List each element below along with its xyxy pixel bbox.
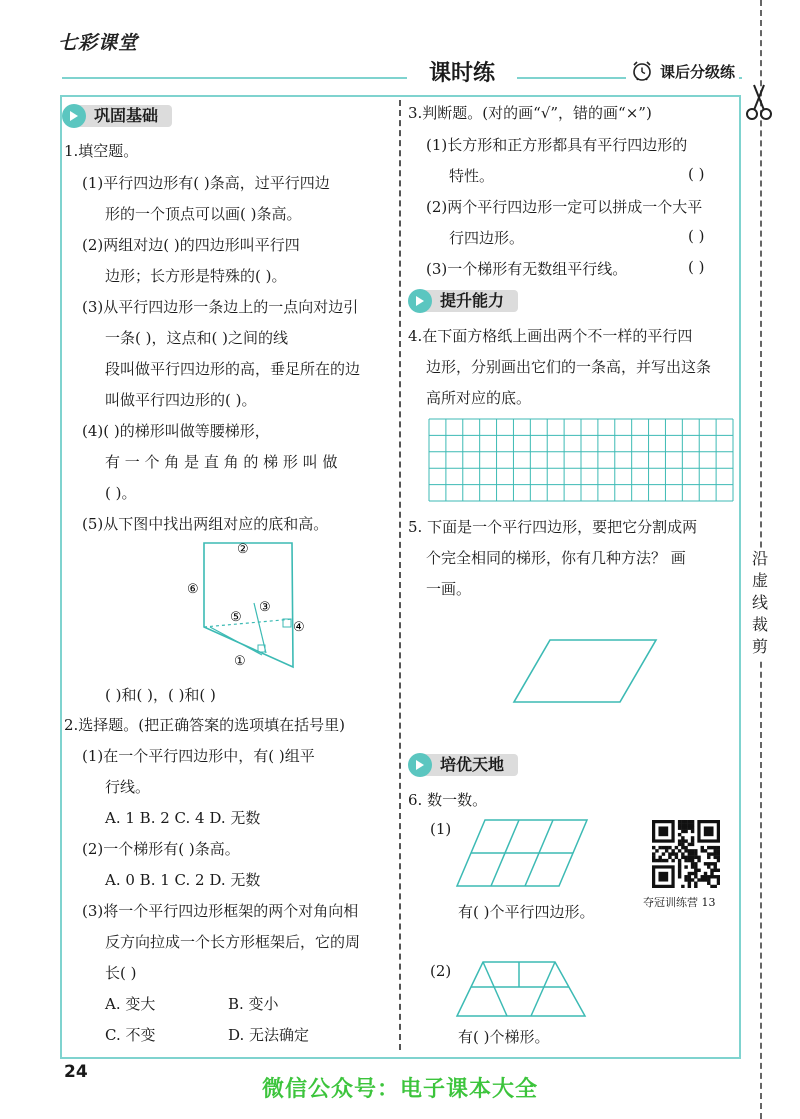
q6-parallelogram-grid (455, 818, 595, 888)
qr-module (717, 869, 720, 872)
section-improve (408, 288, 518, 314)
qr-module (694, 849, 697, 852)
qr-module (714, 856, 717, 859)
q5-line: 一画。 (426, 580, 472, 598)
q1-title: 1.填空题。 (64, 142, 139, 160)
play-icon (62, 104, 86, 128)
qr-module (678, 862, 681, 865)
q3-line: 特性。 (449, 167, 495, 185)
q6-part1-answer: 有( )个平行四边形。 (458, 903, 595, 921)
q1-line: 边形；长方形是特殊的( )。 (105, 267, 287, 285)
q1-line: 叫做平行四边形的( )。 (105, 391, 257, 409)
qr-module (684, 826, 687, 829)
q5-line: 个完全相同的梯形，你有几种方法？ 画 (426, 549, 686, 567)
figure-label: ⑥ (187, 582, 199, 597)
qr-module (678, 869, 681, 872)
qr-module (707, 865, 710, 868)
qr-module (665, 859, 668, 862)
qr-module (688, 849, 691, 852)
qr-module (710, 885, 713, 888)
qr-module (697, 869, 700, 872)
figure-label: ③ (259, 600, 271, 615)
qr-module (678, 833, 681, 836)
qr-module (662, 852, 665, 855)
qr-module (658, 856, 661, 859)
qr-module (668, 846, 671, 849)
qr-module (717, 852, 720, 855)
q3-blank: ( ) (688, 165, 705, 183)
q2-line: 行线。 (105, 778, 151, 796)
qr-module (678, 826, 681, 829)
qr-module (694, 875, 697, 878)
figure-label: ④ (293, 620, 305, 635)
qr-module (704, 849, 707, 852)
qr-module (710, 852, 713, 855)
grid-paper[interactable] (428, 418, 734, 502)
qr-module (694, 885, 697, 888)
qr-module (691, 862, 694, 865)
qr-module (714, 862, 717, 865)
qr-module (717, 846, 720, 849)
scissors-icon (744, 82, 774, 126)
qr-finder (704, 826, 714, 836)
q6-trapezoid-figure (455, 960, 605, 1018)
qr-module (710, 846, 713, 849)
qr-module (701, 846, 704, 849)
page-title: 课时练 (407, 56, 517, 86)
qr-finder (658, 872, 668, 882)
qr-module (684, 856, 687, 859)
qr-module (691, 839, 694, 842)
qr-module (691, 823, 694, 826)
section-advanced (408, 752, 518, 778)
q1-line: (5)从下图中找出两组对应的底和高。 (82, 515, 329, 533)
qr-module (678, 820, 681, 823)
section-basic (62, 103, 172, 129)
qr-module (665, 846, 668, 849)
qr-module (671, 859, 674, 862)
qr-module (681, 885, 684, 888)
qr-module (684, 865, 687, 868)
q3-line: (2)两个平行四边形一定可以拼成一个大平 (426, 198, 703, 216)
qr-module (681, 839, 684, 842)
qr-module (688, 820, 691, 823)
section-basic-label: 巩固基础 (76, 105, 172, 127)
qr-module (714, 849, 717, 852)
q2-option-c: C. 不变 (105, 1026, 156, 1044)
qr-module (694, 856, 697, 859)
practice-tag (626, 58, 739, 84)
qr-module (688, 859, 691, 862)
qr-module (668, 852, 671, 855)
qr-module (681, 843, 684, 846)
qr-module (688, 875, 691, 878)
qr-module (675, 852, 678, 855)
qr-module (678, 843, 681, 846)
q3-blank: ( ) (688, 258, 705, 276)
play-icon (408, 289, 432, 313)
qr-module (717, 882, 720, 885)
qr-module (707, 846, 710, 849)
qr-module (691, 836, 694, 839)
qr-module (678, 839, 681, 842)
q2-line: (1)在一个平行四边形中，有( )组平 (82, 747, 315, 765)
practice-label: 课后分级练 (660, 62, 736, 81)
q4-line: 高所对应的底。 (426, 389, 532, 407)
q2-line: 长( ) (105, 964, 137, 982)
qr-module (714, 885, 717, 888)
q1-line: ( )。 (105, 484, 137, 502)
qr-module (691, 849, 694, 852)
cut-label: 沿虚线裁剪 (748, 548, 772, 658)
qr-module (701, 849, 704, 852)
qr-module (714, 865, 717, 868)
qr-module (652, 852, 655, 855)
figure-label: ① (234, 654, 246, 669)
footer-text: 微信公众号：电子课本大全 (261, 1077, 538, 1102)
q6-title: 6. 数一数。 (408, 791, 488, 809)
qr-module (688, 882, 691, 885)
qr-module (688, 872, 691, 875)
q5-parallelogram (510, 638, 660, 704)
qr-module (684, 849, 687, 852)
qr-finder (658, 826, 668, 836)
qr-module (710, 875, 713, 878)
qr-module (684, 830, 687, 833)
qr-module (707, 875, 710, 878)
qr-module (691, 852, 694, 855)
play-icon (408, 753, 432, 777)
qr-module (684, 846, 687, 849)
q6-part1-label: (1) (430, 820, 452, 838)
qr-module (710, 869, 713, 872)
qr-module (688, 823, 691, 826)
qr-module (717, 875, 720, 878)
qr-module (707, 882, 710, 885)
qr-module (717, 878, 720, 881)
q3-line: (3)一个梯形有无数组平行线。 (426, 260, 628, 278)
qr-module (678, 872, 681, 875)
q4-line: 边形，分别画出它们的一条高，并写出这条 (426, 358, 712, 376)
qr-module (665, 849, 668, 852)
qr-module (655, 859, 658, 862)
qr-module (658, 859, 661, 862)
q2-title: 2.选择题。(把正确答案的选项填在括号里) (64, 716, 346, 734)
q2-options: A. 1 B. 2 C. 4 D. 无数 (105, 809, 261, 827)
figure-label: ② (237, 542, 249, 557)
qr-module (704, 878, 707, 881)
qr-module (684, 820, 687, 823)
qr-module (688, 852, 691, 855)
qr-module (652, 859, 655, 862)
q6-part2-label: (2) (430, 962, 452, 980)
brand-logo: 七彩课堂 (58, 32, 139, 54)
qr-module (681, 846, 684, 849)
qr-module (710, 862, 713, 865)
qr-module (681, 856, 684, 859)
qr-code[interactable] (652, 820, 720, 888)
qr-module (691, 830, 694, 833)
qr-module (678, 823, 681, 826)
q5-line: 5. 下面是一个平行四边形，要把它分割成两 (408, 518, 698, 536)
qr-module (701, 875, 704, 878)
q1-line: 有 一 个 角 是 直 角 的 梯 形 叫 做 (105, 453, 338, 471)
qr-module (694, 882, 697, 885)
qr-module (688, 856, 691, 859)
q2-option-b: B. 变小 (228, 995, 279, 1013)
q3-blank: ( ) (688, 227, 705, 245)
qr-module (688, 885, 691, 888)
q3-line: 行四边形。 (449, 229, 525, 247)
q1-line: 段叫做平行四边形的高，垂足所在的边 (105, 360, 361, 378)
qr-module (694, 865, 697, 868)
qr-module (658, 846, 661, 849)
q4-line: 4.在下面方格纸上画出两个不一样的平行四 (408, 327, 693, 345)
qr-caption: 夺冠训练营 13 (643, 896, 716, 909)
qr-module (714, 875, 717, 878)
qr-module (662, 859, 665, 862)
q2-option-a: A. 变大 (105, 995, 156, 1013)
q1-answer-line: ( )和( )，( )和( ) (105, 686, 216, 704)
qr-module (697, 859, 700, 862)
qr-module (684, 823, 687, 826)
qr-module (688, 843, 691, 846)
q3-line: (1)长方形和正方形都具有平行四边形的 (426, 136, 688, 154)
section-improve-label: 提升能力 (422, 290, 518, 312)
qr-module (707, 878, 710, 881)
q3-title: 3.判断题。(对的画“√”，错的画“×”) (408, 104, 652, 122)
qr-module (704, 875, 707, 878)
qr-module (681, 852, 684, 855)
qr-module (714, 852, 717, 855)
q2-option-d: D. 无法确定 (228, 1026, 310, 1044)
q1-line: 一条( )，这点和( )之间的线 (105, 329, 288, 347)
column-divider (399, 100, 401, 1050)
qr-module (678, 849, 681, 852)
page-number: 24 (64, 1062, 88, 1082)
qr-module (681, 830, 684, 833)
q1-line: (3)从平行四边形一条边上的一点向对边引 (82, 298, 359, 316)
qr-module (694, 872, 697, 875)
qr-module (671, 852, 674, 855)
qr-module (681, 823, 684, 826)
qr-module (691, 878, 694, 881)
qr-module (714, 846, 717, 849)
qr-module (684, 839, 687, 842)
qr-module (707, 852, 710, 855)
qr-module (701, 878, 704, 881)
q1-line: (4)( )的梯形叫做等腰梯形， (82, 422, 270, 440)
figure-label: ⑤ (230, 610, 242, 625)
qr-module (691, 826, 694, 829)
qr-module (707, 856, 710, 859)
qr-module (717, 859, 720, 862)
q1-line: (2)两组对边( )的四边形叫平行四 (82, 236, 300, 254)
qr-module (691, 859, 694, 862)
qr-module (668, 856, 671, 859)
qr-module (681, 826, 684, 829)
qr-module (675, 856, 678, 859)
qr-module (697, 856, 700, 859)
q2-options: A. 0 B. 1 C. 2 D. 无数 (105, 871, 261, 889)
qr-module (710, 872, 713, 875)
qr-module (688, 878, 691, 881)
qr-module (694, 852, 697, 855)
qr-module (694, 862, 697, 865)
qr-module (717, 856, 720, 859)
qr-module (704, 872, 707, 875)
qr-module (688, 826, 691, 829)
q2-line: (2)一个梯形有( )条高。 (82, 840, 240, 858)
qr-module (652, 846, 655, 849)
qr-module (694, 869, 697, 872)
qr-module (691, 856, 694, 859)
qr-module (707, 862, 710, 865)
qr-module (655, 849, 658, 852)
qr-module (675, 846, 678, 849)
qr-module (652, 856, 655, 859)
q1-parallelogram-figure (180, 535, 325, 675)
qr-module (678, 875, 681, 878)
qr-module (691, 872, 694, 875)
qr-module (681, 820, 684, 823)
title-bar (62, 58, 742, 86)
qr-module (684, 859, 687, 862)
qr-module (704, 862, 707, 865)
qr-module (662, 846, 665, 849)
alarm-clock-icon (630, 59, 654, 83)
qr-module (671, 849, 674, 852)
section-advanced-label: 培优天地 (422, 754, 518, 776)
qr-module (684, 875, 687, 878)
qr-module (678, 865, 681, 868)
q1-line: (1)平行四边形有( )条高，过平行四边 (82, 174, 330, 192)
qr-module (717, 849, 720, 852)
q2-line: (3)将一个平行四边形框架的两个对角向相 (82, 902, 359, 920)
qr-module (684, 878, 687, 881)
q1-line: 形的一个顶点可以画( )条高。 (105, 205, 302, 223)
qr-module (691, 865, 694, 868)
qr-module (678, 859, 681, 862)
qr-module (691, 843, 694, 846)
q2-line: 反方向拉成一个长方形框架后，它的周 (105, 933, 361, 951)
qr-module (681, 836, 684, 839)
qr-module (691, 820, 694, 823)
qr-module (714, 869, 717, 872)
q6-part2-answer: 有( )个梯形。 (458, 1028, 550, 1046)
qr-module (697, 878, 700, 881)
